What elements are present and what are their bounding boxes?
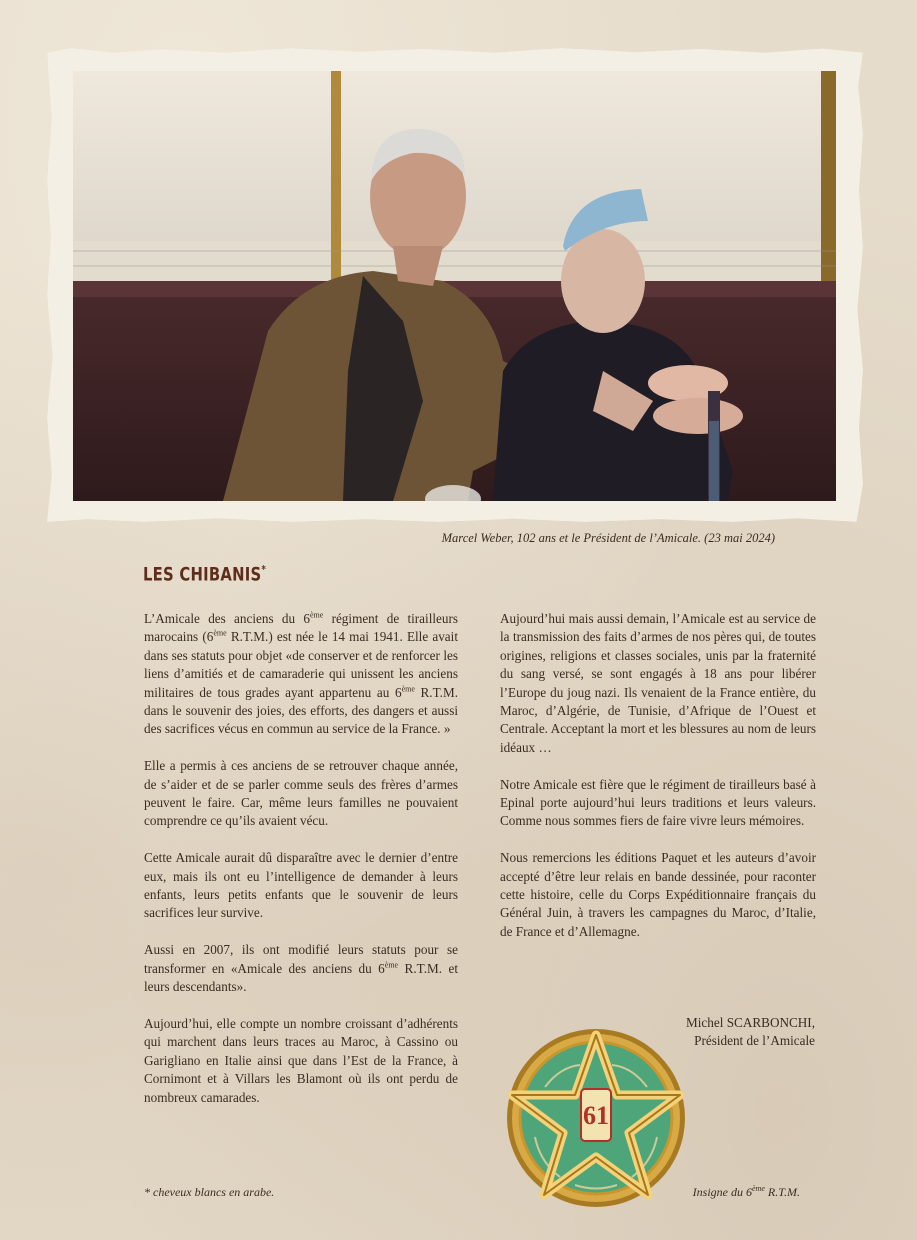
text-run: R.T.M.) est née le 14 mai 1941. Elle avait dans ses statuts pour objet «de conserver et de renforcer les liens d’amitiés et de camaraderie qui unissent les anciens militaires de tous grades ayant appartenu au 6: [144, 629, 458, 700]
paragraph: Cette Amicale aurait dû disparaître avec le dernier d’entre eux, mais ils ont eu l’intelligence de demander à leurs enfants, leurs petits enfants que le souvenir de leurs sacrifices leur survive.: [144, 850, 458, 921]
text-run: Aussi en 2007, ils ont modifié leurs statuts pour se transformer en «Amicale des anciens du 6: [144, 942, 458, 976]
paragraph: Nous remercions les éditions Paquet et les auteurs d’avoir accepté d’être leur relais en bande dessinée, pour raconter cette histoire, celle du Corps Expéditionnaire français du Général Juin, à travers les campagnes du Maroc, d’Italie, de France et d’Allemagne.: [500, 850, 816, 939]
footnote-mark: *: [261, 563, 267, 576]
paragraph: Notre Amicale est fière que le régiment de tirailleurs basé à Epinal porte aujourd’hui leurs traditions et leurs valeurs. Comme nous sommes fiers de faire vivre leurs mémoires.: [500, 776, 816, 829]
signature-role: Président de l’Amicale: [694, 1033, 815, 1049]
page-title: [143, 563, 266, 585]
superscript: ème: [384, 960, 399, 970]
right-column: [500, 610, 816, 960]
text-run: Insigne du 6: [692, 1185, 752, 1199]
text-run: R.T.M. dans le souvenir des joies, des efforts, des dangers et aussi des sacrifices vécus en commun au service de la France. »: [144, 684, 458, 737]
text-run: L’Amicale des anciens du 6: [144, 611, 310, 626]
superscript: ème: [213, 629, 227, 639]
page-title-text: LES CHIBANIS: [143, 563, 262, 586]
text-run: R.T.M.: [764, 1185, 800, 1199]
superscript: ème: [401, 684, 415, 694]
footnote: * cheveux blancs en arabe.: [144, 1185, 275, 1199]
photo-two-veterans: [73, 71, 836, 501]
paragraph: [144, 610, 458, 739]
paragraph: [144, 941, 458, 996]
signature-name: Michel SCARBONCHI,: [686, 1015, 815, 1030]
paragraph: Aujourd’hui, elle compte un nombre croissant d’adhérents qui marchent dans leurs traces au Maroc, à Cassino ou Garigliano en Italie ainsi que dans l’Est de la France, à Cornimont et à Villars les Blamont où ils ont perdu de nombreux camarades.: [144, 1015, 458, 1105]
text-run: régiment de tirailleurs marocains (6: [144, 611, 458, 645]
superscript: ème: [309, 610, 324, 620]
superscript: ème: [752, 1184, 765, 1193]
photo-caption: Marcel Weber, 102 ans et le Président de l’Amicale. (23 mai 2024): [441, 531, 775, 545]
regiment-insignia: [505, 1027, 687, 1209]
paragraph: Aujourd’hui mais aussi demain, l’Amicale est au service de la transmission des faits d’armes de nos pères qui, de toutes origines, religions et classes sociales, unis par la fraternité du sang versé, se sont engagés à 18 ans pour libérer l’Europe du joug nazi. Ils venaient de la France entière, du Maroc, d’Algérie, de Tunisie, d’Afrique de l’Ouest et Centrale. Acceptant la mort et les blessures au nom de leurs idéaux …: [500, 611, 816, 755]
insignia-number: 61: [583, 1101, 609, 1130]
left-column: [144, 610, 458, 1125]
paragraph: Elle a permis à ces anciens de se retrouver chaque année, de s’aider et de se parler comme seuls des frères d’armes peuvent le faire. Car, même leurs familles ne pouvaient comprendre ce qu’ils avaient vécu.: [144, 758, 458, 829]
insignia-caption: [640, 1185, 800, 1200]
text-run: R.T.M. et leurs descendants».: [144, 960, 458, 995]
